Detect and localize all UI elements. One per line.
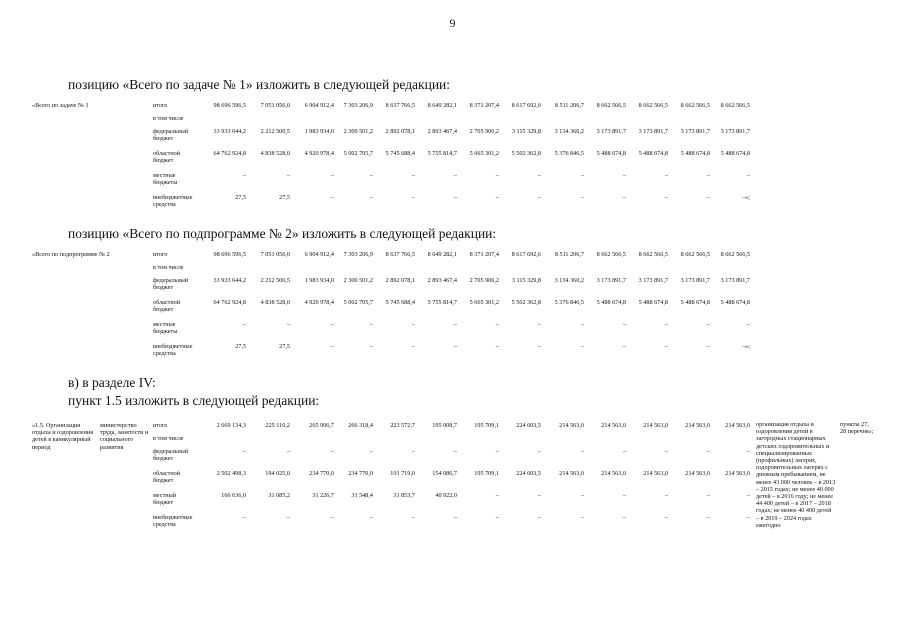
funding-source: итого bbox=[153, 251, 168, 258]
value-cell: – bbox=[369, 514, 373, 521]
funding-source: внебюджетные средства bbox=[153, 514, 193, 529]
value-cell: – bbox=[242, 321, 246, 328]
value-cell: 225 110,2 bbox=[265, 422, 290, 429]
value-cell: 2 300 501,2 bbox=[343, 128, 373, 135]
value-cell: 154 086,7 bbox=[432, 470, 457, 477]
value-cell: 4 838 528,0 bbox=[260, 150, 290, 157]
value-cell: 2 669 134,3 bbox=[216, 422, 246, 429]
value-cell: – bbox=[537, 194, 541, 201]
value-cell: 5 376 846,5 bbox=[554, 299, 584, 306]
value-cell: – bbox=[537, 448, 541, 455]
value-cell: 2 892 078,1 bbox=[385, 128, 415, 135]
value-cell: – bbox=[706, 492, 710, 499]
value-cell: 98 696 596,5 bbox=[213, 251, 246, 258]
value-cell: – bbox=[706, 514, 710, 521]
value-cell: 7 303 206,9 bbox=[343, 251, 373, 258]
value-cell: – bbox=[580, 343, 584, 350]
value-cell: 195 709,1 bbox=[474, 470, 499, 477]
value-cell: 5 488 674,8 bbox=[720, 150, 750, 157]
value-cell: – bbox=[330, 321, 334, 328]
value-cell: – bbox=[411, 514, 415, 521]
value-cell: – bbox=[495, 514, 499, 521]
value-cell: 8 511 206,7 bbox=[554, 102, 584, 109]
value-cell: 5 665 301,2 bbox=[469, 150, 499, 157]
value-cell: – bbox=[580, 448, 584, 455]
value-cell: – bbox=[242, 172, 246, 179]
value-cell: 214 563,0 bbox=[559, 422, 584, 429]
value-cell: – bbox=[411, 343, 415, 350]
value-cell: – bbox=[706, 194, 710, 201]
page-number: 9 bbox=[449, 16, 456, 30]
value-cell: – bbox=[580, 172, 584, 179]
value-cell: 6 904 912,4 bbox=[304, 102, 334, 109]
value-cell: 3 173 891,7 bbox=[596, 128, 626, 135]
value-cell: 2 300 501,2 bbox=[343, 277, 373, 284]
value-cell: 2 893 467,4 bbox=[427, 128, 457, 135]
value-cell: 5 376 846,5 bbox=[554, 150, 584, 157]
value-cell: – bbox=[622, 448, 626, 455]
value-cell: 8 637 766,5 bbox=[385, 102, 415, 109]
value-cell: – bbox=[664, 514, 668, 521]
value-cell: – bbox=[369, 343, 373, 350]
value-cell: 5 665 301,2 bbox=[469, 299, 499, 306]
value-cell: – bbox=[746, 321, 750, 328]
funding-source: местные бюджеты bbox=[153, 321, 178, 336]
value-cell: 2 705 906,2 bbox=[469, 128, 499, 135]
value-cell: – bbox=[495, 343, 499, 350]
value-cell: 3 115 329,8 bbox=[511, 277, 541, 284]
value-cell: – bbox=[453, 514, 457, 521]
value-cell: 5 488 674,8 bbox=[638, 299, 668, 306]
value-cell: – bbox=[330, 448, 334, 455]
value-cell: 234 770,0 bbox=[348, 470, 373, 477]
section1-heading: позицию «Всего по задаче № 1» изложить в следующей редакции: bbox=[68, 77, 451, 92]
value-cell: 191 719,0 bbox=[390, 470, 415, 477]
funding-source: местный бюджет bbox=[153, 492, 177, 507]
value-cell: 266 318,4 bbox=[348, 422, 373, 429]
value-cell: 214 563,0 bbox=[601, 470, 626, 477]
value-cell: – bbox=[330, 172, 334, 179]
value-cell: – bbox=[286, 321, 290, 328]
value-cell: – bbox=[369, 448, 373, 455]
value-cell: 8 662 566,5 bbox=[638, 251, 668, 258]
value-cell: 5 488 674,8 bbox=[680, 299, 710, 306]
value-cell: 8 649 282,1 bbox=[427, 102, 457, 109]
value-cell: – bbox=[580, 194, 584, 201]
section2-heading: позицию «Всего по подпрограмме № 2» изложить в следующей редакции: bbox=[68, 226, 497, 241]
value-cell: 8 511 206,7 bbox=[554, 251, 584, 258]
value-cell: 8 662 566,5 bbox=[720, 251, 750, 258]
value-cell: 3 173 891,7 bbox=[638, 277, 668, 284]
section3-indicator: организация отдыха и оздоровления детей в загородных стационарных детских оздоровительных и специализированных (профильных) лагерях, оздоровительных лагерях с дневным пребыванием, не менее 43 000 человек – в 2013 – 2015 годах; не менее 40 000 детей – в 2016 году; не менее 44 400 детей – в 2017 – 2018 годах; не менее 40 400 детей – в 2019 – 2024 годах ежегодно bbox=[756, 421, 836, 529]
value-cell: 40 922,0 bbox=[435, 492, 457, 499]
value-cell: – bbox=[369, 172, 373, 179]
value-cell: 166 636,0 bbox=[221, 492, 246, 499]
value-cell: 224 603,5 bbox=[516, 470, 541, 477]
value-cell: – bbox=[453, 343, 457, 350]
value-cell: – bbox=[622, 194, 626, 201]
value-cell: 3 173 891,7 bbox=[720, 277, 750, 284]
value-cell: 4 920 978,4 bbox=[304, 150, 334, 157]
value-cell: – bbox=[411, 321, 415, 328]
value-cell: – bbox=[706, 343, 710, 350]
value-cell: 214 563,0 bbox=[643, 422, 668, 429]
value-cell: 234 770,0 bbox=[309, 470, 334, 477]
value-cell: 3 115 329,8 bbox=[511, 128, 541, 135]
value-cell: 64 762 924,8 bbox=[213, 150, 246, 157]
value-cell: – bbox=[537, 343, 541, 350]
value-cell: 265 996,7 bbox=[309, 422, 334, 429]
value-cell: – bbox=[622, 514, 626, 521]
value-cell: 8 637 766,5 bbox=[385, 251, 415, 258]
value-cell: – bbox=[664, 448, 668, 455]
value-cell: 27,5 bbox=[279, 343, 290, 350]
funding-source: итого bbox=[153, 102, 168, 109]
value-cell: – bbox=[664, 321, 668, 328]
value-cell: 223 572,7 bbox=[390, 422, 415, 429]
value-cell: 5 488 674,8 bbox=[638, 150, 668, 157]
value-cell: 31 085,2 bbox=[268, 492, 290, 499]
section3-heading-b: пункт 1.5 изложить в следующей редакции: bbox=[68, 393, 320, 408]
value-cell: 5 502 362,8 bbox=[511, 299, 541, 306]
value-cell: 8 662 566,5 bbox=[638, 102, 668, 109]
section3-executor: министерство труда, занятости и социального развития bbox=[100, 422, 149, 451]
section3-reference: пункты 27, 28 перечня»; bbox=[840, 421, 874, 436]
value-cell: – bbox=[746, 172, 750, 179]
funding-source: местные бюджеты bbox=[153, 172, 178, 187]
value-cell: 31 853,7 bbox=[393, 492, 415, 499]
value-cell: 2 502 498,3 bbox=[216, 470, 246, 477]
value-cell: – bbox=[746, 448, 750, 455]
value-cell: – bbox=[622, 321, 626, 328]
value-cell: 27,5 bbox=[279, 194, 290, 201]
value-cell: 195 008,7 bbox=[432, 422, 457, 429]
value-cell: – bbox=[746, 492, 750, 499]
value-cell: – bbox=[746, 514, 750, 521]
value-cell: 1 983 934,0 bbox=[304, 277, 334, 284]
value-cell: 3 134 360,2 bbox=[554, 128, 584, 135]
value-cell: 33 933 644,2 bbox=[213, 128, 246, 135]
value-cell: – bbox=[622, 343, 626, 350]
section3-row-label: «1.5. Организация отдыха и оздоровления детей в каникулярный период bbox=[32, 422, 94, 451]
value-cell: 2 893 467,4 bbox=[427, 277, 457, 284]
value-cell: 5 488 674,8 bbox=[596, 299, 626, 306]
value-cell: 8 662 566,5 bbox=[680, 251, 710, 258]
value-cell: – bbox=[664, 194, 668, 201]
value-cell: – bbox=[286, 172, 290, 179]
row-label: «Всего по задаче № 1 bbox=[32, 102, 89, 109]
value-cell: 8 662 566,5 bbox=[680, 102, 710, 109]
value-cell: 8 617 692,6 bbox=[511, 251, 541, 258]
value-cell: – bbox=[706, 172, 710, 179]
value-cell: – bbox=[330, 194, 334, 201]
funding-source: в том числе bbox=[153, 435, 184, 442]
funding-source: федеральный бюджет bbox=[153, 448, 189, 463]
funding-source: в том числе bbox=[153, 115, 184, 122]
value-cell: – bbox=[537, 492, 541, 499]
value-cell: 8 662 566,5 bbox=[596, 251, 626, 258]
value-cell: 2 212 500,5 bbox=[260, 128, 290, 135]
value-cell: – bbox=[286, 448, 290, 455]
value-cell: – bbox=[453, 321, 457, 328]
value-cell: – bbox=[580, 514, 584, 521]
value-cell: – bbox=[706, 448, 710, 455]
value-cell: 8 617 692,6 bbox=[511, 102, 541, 109]
value-cell: 214 563,0 bbox=[725, 470, 750, 477]
value-cell: – bbox=[622, 172, 626, 179]
value-cell: – bbox=[453, 448, 457, 455]
value-cell: – bbox=[580, 492, 584, 499]
value-cell: – bbox=[495, 321, 499, 328]
value-cell: 8 371 207,4 bbox=[469, 251, 499, 258]
value-cell: – bbox=[537, 172, 541, 179]
value-cell: 194 025,0 bbox=[265, 470, 290, 477]
row-label: «Всего по подпрограмме № 2 bbox=[32, 251, 110, 258]
value-cell: 5 488 674,8 bbox=[596, 150, 626, 157]
value-cell: 5 488 674,8 bbox=[680, 150, 710, 157]
funding-source: итого bbox=[153, 422, 168, 429]
value-cell: – bbox=[411, 194, 415, 201]
value-cell: – bbox=[411, 172, 415, 179]
value-cell: 6 904 912,4 bbox=[304, 251, 334, 258]
value-cell: 8 662 566,5 bbox=[720, 102, 750, 109]
value-cell: – bbox=[286, 514, 290, 521]
value-cell: – bbox=[495, 492, 499, 499]
value-cell: – bbox=[411, 448, 415, 455]
value-cell: – bbox=[242, 514, 246, 521]
value-cell: 2 212 500,5 bbox=[260, 277, 290, 284]
value-cell: – bbox=[369, 194, 373, 201]
funding-source: областной бюджет bbox=[153, 299, 181, 314]
value-cell: 214 563,0 bbox=[685, 422, 710, 429]
value-cell: 64 762 924,8 bbox=[213, 299, 246, 306]
value-cell: – bbox=[495, 194, 499, 201]
value-cell: 27,5 bbox=[235, 343, 246, 350]
value-cell: – bbox=[330, 343, 334, 350]
value-cell: 214 563,0 bbox=[601, 422, 626, 429]
value-cell: 214 563,0 bbox=[559, 470, 584, 477]
value-cell: 5 745 688,4 bbox=[385, 150, 415, 157]
value-cell: 195 709,1 bbox=[474, 422, 499, 429]
value-cell: 3 173 891,7 bbox=[680, 277, 710, 284]
value-cell: – bbox=[664, 492, 668, 499]
value-cell: 2 705 906,2 bbox=[469, 277, 499, 284]
value-cell: 214 563,0 bbox=[725, 422, 750, 429]
value-cell: – bbox=[664, 172, 668, 179]
value-cell: 7 303 206,9 bbox=[343, 102, 373, 109]
value-cell: – bbox=[242, 448, 246, 455]
funding-source: внебюджетные средства bbox=[153, 343, 193, 358]
funding-source: в том числе bbox=[153, 264, 184, 271]
value-cell: 5 755 814,7 bbox=[427, 150, 457, 157]
value-cell: 4 838 528,0 bbox=[260, 299, 290, 306]
value-cell: – bbox=[369, 321, 373, 328]
value-cell: 214 563,0 bbox=[685, 470, 710, 477]
value-cell: 5 002 705,7 bbox=[343, 299, 373, 306]
value-cell: 224 603,5 bbox=[516, 422, 541, 429]
value-cell: 3 173 891,7 bbox=[596, 277, 626, 284]
value-cell: – bbox=[580, 321, 584, 328]
value-cell: 4 920 978,4 bbox=[304, 299, 334, 306]
value-cell: 5 488 674,8 bbox=[720, 299, 750, 306]
value-cell: 98 696 596,5 bbox=[213, 102, 246, 109]
funding-source: областной бюджет bbox=[153, 150, 181, 165]
section3-heading-a: в) в разделе IV: bbox=[68, 375, 156, 390]
value-cell: – bbox=[495, 448, 499, 455]
funding-source: федеральный бюджет bbox=[153, 128, 189, 143]
value-cell: 5 745 688,4 bbox=[385, 299, 415, 306]
value-cell: 3 134 360,2 bbox=[554, 277, 584, 284]
funding-source: внебюджетные средства bbox=[153, 194, 193, 209]
value-cell: 1 983 934,0 bbox=[304, 128, 334, 135]
value-cell: – bbox=[330, 514, 334, 521]
value-cell: – bbox=[706, 321, 710, 328]
value-cell: 33 933 644,2 bbox=[213, 277, 246, 284]
value-cell: 5 755 814,7 bbox=[427, 299, 457, 306]
value-cell: 3 173 891,7 bbox=[680, 128, 710, 135]
value-cell: – bbox=[622, 492, 626, 499]
value-cell: 27,5 bbox=[235, 194, 246, 201]
value-cell: – bbox=[495, 172, 499, 179]
value-cell: 3 173 891,7 bbox=[720, 128, 750, 135]
value-cell: 8 649 282,1 bbox=[427, 251, 457, 258]
funding-source: областной бюджет bbox=[153, 470, 181, 485]
value-cell: – bbox=[453, 194, 457, 201]
value-cell: 5 502 362,8 bbox=[511, 150, 541, 157]
value-cell: –»; bbox=[742, 194, 750, 201]
value-cell: 5 002 705,7 bbox=[343, 150, 373, 157]
value-cell: –»; bbox=[742, 343, 750, 350]
value-cell: – bbox=[537, 321, 541, 328]
value-cell: 8 371 207,4 bbox=[469, 102, 499, 109]
value-cell: 2 892 078,1 bbox=[385, 277, 415, 284]
value-cell: 31 548,4 bbox=[351, 492, 373, 499]
value-cell: 3 173 891,7 bbox=[638, 128, 668, 135]
value-cell: 214 563,0 bbox=[643, 470, 668, 477]
value-cell: 31 226,7 bbox=[312, 492, 334, 499]
value-cell: – bbox=[453, 172, 457, 179]
value-cell: 7 051 056,0 bbox=[260, 102, 290, 109]
funding-source: федеральный бюджет bbox=[153, 277, 189, 292]
value-cell: 8 662 566,5 bbox=[596, 102, 626, 109]
value-cell: 7 051 056,0 bbox=[260, 251, 290, 258]
value-cell: – bbox=[537, 514, 541, 521]
value-cell: – bbox=[664, 343, 668, 350]
